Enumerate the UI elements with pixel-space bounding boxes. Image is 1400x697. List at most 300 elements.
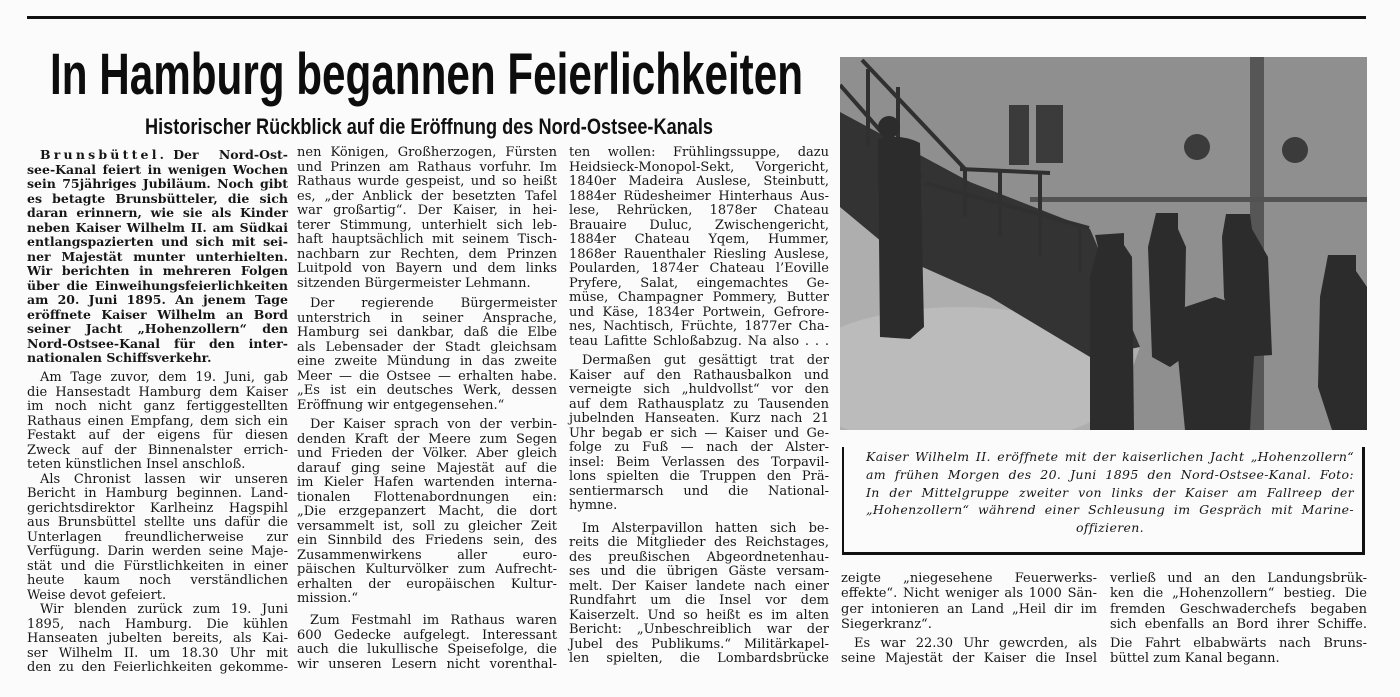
text-line [569,551,829,566]
text-line [297,355,557,370]
text-line [569,565,829,580]
line-text: sentiermarsch und die National- [569,483,829,499]
line-text: heute kaum noch verständlichen [27,573,288,588]
text-line-content [297,629,557,644]
line-text: zeigte „niegesehene Feuerwerks- [841,571,1097,586]
text-line-content [297,161,557,176]
line-text: Kaiser auf den Rathausbalkon und [569,367,829,383]
text-line-content [569,204,829,219]
line-text: 1884er Rüdesheimer Hinterhaus Aus- [569,188,829,204]
text-line-content [297,520,557,535]
text-line [569,638,829,653]
text-line [27,279,288,294]
figure [878,137,924,339]
text-line [841,617,1097,632]
article-column-2 [297,146,557,672]
text-line-content [27,264,288,279]
line-text: daran erinnern, wie sie als Kinder [27,205,288,220]
text-line-content [297,277,531,292]
text-line-content [569,398,829,413]
line-text: ten wollen: Frühlingssuppe, dazu [569,145,829,160]
line-text: ger intonieren an Land „Heil dir im [841,601,1097,617]
text-line-content [40,148,288,163]
line-text: Der Kaiser sprach von der verbin- [310,417,557,432]
text-line-content [569,412,829,427]
text-line [27,386,288,401]
text-line [297,563,557,578]
text-line-content [1110,571,1367,586]
line-text: Zum Festmahl im Rathaus waren [310,613,557,628]
line-text: mission.“ [297,591,358,606]
text-line [27,618,288,633]
text-line-content [27,322,288,337]
text-line [297,204,557,219]
text-line-content [569,623,829,638]
caption-line [866,484,1354,502]
caption-line [866,448,1354,466]
text-line-content [310,418,557,433]
text-line [569,536,829,551]
text-line [569,522,829,537]
text-line [297,341,557,356]
line-text: Die Fahrt elbabwärts nach Bruns- [1110,636,1367,652]
article-column-4 [841,571,1097,667]
text-line-content [297,549,557,564]
line-text: Kaiserzelt. Und so heißt es im alten [569,607,829,623]
text-line-content [27,386,288,401]
text-line [297,297,557,312]
text-line-content [27,618,288,633]
line-text: es betagte Brunsbütteler, die sich [27,190,288,206]
text-line [569,485,829,500]
text-line-content [569,248,829,263]
text-line [297,643,557,658]
line-text: Es war 22.30 Uhr gewcrden, als [854,636,1097,652]
text-line-content [569,638,829,653]
paragraph [841,636,1097,667]
text-line [297,534,557,549]
text-line-content [27,206,288,221]
caption-line-text: Kaiser Wilhelm II. eröffnete mit der kaiserlichen Jacht „Hohenzollern“ [866,449,1354,464]
line-text: unterstrich in seiner Ansprache, [297,310,557,326]
line-text: Weise devot gefeiert. [27,587,167,603]
line-text: sein 75jähriges Jubiläum. Noch gibt [27,176,288,191]
caption-line-text: offizieren. [1075,520,1144,536]
text-line-content [27,429,288,444]
text-line-content [27,661,288,676]
text-line [297,476,557,491]
text-line-content [27,235,288,250]
text-line-content [297,462,557,477]
line-text: len spielten, die Lombardsbrücke [569,651,829,666]
subheadline [145,116,713,138]
line-text: und Prinzen am Rathaus vorfuhr. Im [297,159,557,175]
text-line-content [297,248,557,263]
text-line-content [27,632,288,647]
text-line-content [297,175,557,190]
article-column-1 [27,148,288,676]
text-line-content [297,233,557,248]
text-line [569,219,829,234]
top-rule [27,16,1366,19]
text-line-content [27,351,211,366]
line-text: verneigte sich „huldvollst“ vor den [569,382,829,397]
text-line-content [297,341,557,356]
text-line [569,427,829,442]
text-line [297,146,557,161]
line-text: hymne. [569,498,618,513]
line-text: reits die Mitglieder des Reichstages, [569,535,829,550]
text-line-content [27,415,288,430]
text-line [297,384,557,399]
text-line-content [569,536,829,551]
line-text: Rundfahrt um die Insel vor dem [569,593,829,608]
text-line [27,473,288,488]
line-text: Brauaire Duluc, Zwischengericht, [569,217,829,233]
line-text: erhalten der europäischen Kultur- [297,576,557,592]
line-text: Wir berichten in mehreren Folgen [27,263,288,278]
paragraph [1110,571,1367,632]
text-line-content [1110,602,1367,617]
text-line [569,320,829,335]
photo-image [840,57,1367,430]
text-line [27,574,288,589]
line-text: Dermaßen gut gesättigt trat der [582,353,829,368]
text-line [569,306,829,321]
text-line-content [841,651,1097,666]
text-line [569,233,829,248]
line-text: Der Nord-Ost- [173,147,288,162]
text-line [569,623,829,638]
line-text: Meer — die Ostsee — erhalten habe. [297,368,557,384]
paragraph [569,522,829,667]
text-line-content [569,470,829,485]
text-line-content [569,219,829,234]
text-line-content [27,400,288,415]
text-line-content [841,571,1097,586]
line-text: „Die erzgepanzert Macht, die dort [297,504,557,519]
line-text: 1895, nach Hamburg. Die kühlen [27,616,288,632]
text-line-content [569,175,829,190]
line-text: als Lebensader der Stadt gleichsam [297,339,557,355]
line-text: Am Tage zuvor, dem 19. Juni, gab [40,370,288,385]
line-text: 1840er Madeira Auslese, Steinbutt, [569,174,829,189]
line-text: ner Majestät munter unterhielten. [27,248,288,264]
text-line [297,592,557,607]
text-line-content [297,534,557,549]
article-column-5 [1110,571,1367,667]
text-line [27,163,288,178]
line-text: „Es ist ein deutsches Werk, dessen [297,383,557,398]
photo-caption [842,447,1365,555]
line-text: über die Einweihungsfeierlichkeiten [27,277,288,293]
line-text: aus Brunsbüttel stellte uns dafür die [27,515,288,530]
line-text: müse, Champagner Pommery, Butter [569,290,829,305]
text-line-content [27,502,288,517]
line-text: Hanseaten jubelten bereits, als Kai- [27,631,288,646]
text-line [569,383,829,398]
line-text: Der regierende Bürgermeister [310,296,557,311]
text-line [569,277,829,292]
text-line [27,603,288,618]
text-line [27,647,288,662]
line-text: Nord-Ostsee-Kanal für den inter- [27,335,288,351]
line-text: folge zu Fuß — nach der Alster- [569,440,829,455]
text-line [297,491,557,506]
paragraph [297,614,557,672]
line-text: am 20. Juni 1895. An jenem Tage [27,292,288,307]
line-text: lons spielten die Truppen den Prä- [569,469,829,484]
text-line [27,415,288,430]
line-text: 1868er Rauenthaler Riesling Auslese, [569,246,829,262]
text-line [27,429,288,444]
text-line-content [569,306,829,321]
line-text: es, „der Anblick der besetzten Tafel [297,188,557,204]
line-text: Jubel des Publikums.“ Militärkapel- [569,636,829,652]
line-text: seiner Jacht „Hohenzollern“ den [27,321,288,336]
paragraph [27,473,288,604]
text-line [569,335,829,350]
text-line-content [27,250,288,265]
line-text: neben Kaiser Wilhelm II. am Südkai [27,219,288,235]
text-line [1110,617,1367,632]
text-line [27,589,288,604]
text-line-content [297,476,557,491]
text-line-content [1110,586,1367,601]
figure [1090,233,1134,430]
text-line [841,571,1097,586]
text-line [569,161,829,176]
dateline: Brunsbüttel. [40,147,168,162]
figure [1318,255,1367,430]
text-line-content [297,658,557,673]
paragraph [569,146,829,349]
text-line-content [297,433,557,448]
text-line-content [27,279,288,294]
text-line [569,190,829,205]
line-text: eine zweite Mündung in das zweite [297,354,557,369]
paragraph [27,603,288,676]
line-text: Heidsieck-Monopol-Sekt, Vorgericht, [569,159,829,175]
text-line-content [297,563,557,578]
caption-line [866,466,1354,484]
line-text: des preußischen Abgeordnetenhau- [569,549,829,565]
text-line-content [297,262,557,277]
text-line [27,337,288,352]
text-line-content [297,399,504,414]
text-line [1110,602,1367,617]
text-line-content [27,589,166,604]
line-text: auch die lukullische Speisefolge, die [297,642,557,657]
text-line-content [297,578,557,593]
text-line [297,370,557,385]
line-text: und Käse, 1834er Portwein, Gefrore- [569,304,829,320]
text-line-content [297,384,557,399]
text-line [297,326,557,341]
line-text: Uhr begab er sich — Kaiser und Ge- [569,425,829,441]
text-line [569,262,829,277]
text-line-content [297,355,557,370]
text-line [569,456,829,471]
line-text: büttel zum Kanal begann. [1110,651,1280,667]
text-line [569,248,829,263]
text-line [297,175,557,190]
text-line-content [297,491,557,506]
text-line-content [569,262,829,277]
text-line-content [582,354,829,369]
text-line [297,190,557,205]
text-line [27,632,288,647]
line-text: effekte“. Nicht weniger als 1000 Sän- [841,586,1097,602]
text-line [569,594,829,609]
text-line-content [569,291,829,306]
text-line [569,175,829,190]
text-line [297,219,557,234]
text-line [841,602,1097,617]
text-line [1110,586,1367,601]
text-line [297,161,557,176]
line-text: darauf ging seine Majestät auf die [297,460,557,476]
line-text: Eröffnung wir entgegensehen.“ [297,397,505,413]
text-line-content [297,592,358,607]
line-text: Zweck auf der Binnenalster errich- [27,442,288,458]
text-line-content [27,560,288,575]
text-line-content [569,277,829,292]
text-line [297,462,557,477]
text-line [27,487,288,502]
line-text: eröffnete Kaiser Wilhelm an Bord [27,306,288,322]
text-line [297,277,557,292]
text-line-content [40,473,288,488]
text-line [297,262,557,277]
text-line [27,293,288,308]
photo-kaiser-at-gangway [840,57,1367,430]
line-text: haft hauptsächlich mit seinem Tisch- [297,232,557,247]
text-line-content [297,190,557,205]
line-text: wir unseren Lesern nicht vorenthal- [297,656,557,672]
text-line-content [582,522,829,537]
text-line-content [569,565,829,580]
line-text: die Hansestadt Hamburg dem Kaiser [27,384,288,400]
paragraph [841,571,1097,632]
paragraph [569,354,829,514]
text-line [841,636,1097,651]
text-line-content [1110,617,1367,632]
line-text: Rathaus wurde gespeist, und so heißt [297,174,557,189]
line-text: und Frieden der Völker. Aber gleich [297,446,557,461]
lead-paragraph [27,148,288,366]
text-line-content [297,204,557,219]
door-left [1009,105,1029,165]
line-text: nen Königen, Großherzogen, Fürsten [297,145,557,160]
line-text: versammelt ist, soll zu gleicher Zeit [297,518,557,534]
text-line [569,441,829,456]
text-line-content [569,320,829,335]
text-line-content [27,293,288,308]
text-line [297,233,557,248]
line-text: päischen Kulturvölker zum Aufrecht- [297,562,557,577]
line-text: teau Lafitte Schloßabzug. Na also . . . [569,333,829,349]
text-line [569,398,829,413]
headline [50,42,803,107]
line-text: Bericht: „Unbeschreiblich war der [569,622,829,637]
text-line [569,652,829,667]
caption-line-text: am frühen Morgen des 20. Juni 1895 den Nord-Ostsee-Kanal. Foto: [866,466,1354,482]
line-text: denden Kraft der Meere zum Segen [297,431,557,447]
line-text: den zu den Feierlichkeiten gekomme- [27,660,288,675]
text-line [27,148,288,163]
line-text: Unterlagen freundlicherweise zur [27,529,288,545]
line-text: im noch nicht ganz fertiggestellten [27,399,288,414]
deck-line [1030,197,1367,202]
text-line [27,221,288,236]
text-line-content [854,636,1097,651]
line-text: Festakt auf der eigens für diesen [27,428,288,443]
line-text: sich ebenfalls an Bord ihrer Schiffe. [1110,616,1367,632]
paragraph [1110,636,1367,667]
line-text: stät und die Fürstlichkeiten in einer [27,558,288,574]
text-line-content [569,190,829,205]
figure-group [1178,297,1254,430]
text-line-content [569,652,829,667]
text-line-content [569,485,829,500]
text-line [297,549,557,564]
text-line-content [569,233,829,248]
text-line [841,586,1097,601]
line-text: Pryfere, Salat, eingemachtes Ge- [569,275,829,291]
text-line-content [297,219,557,234]
text-line [297,505,557,520]
line-text: teten künstlichen Insel anschloß. [27,457,246,472]
line-text: Rathaus einen Empfang, dem sich ein [27,413,288,429]
text-line-content [27,177,288,192]
text-line-content [27,516,288,531]
text-line-content [27,308,288,323]
text-line [569,369,829,384]
text-line [27,177,288,192]
subheadline-text: Historischer Rückblick auf die Eröffnung des Nord-Ostsee-Kanals [145,114,713,139]
line-text: Luitpold von Bayern und dem links [297,261,557,276]
paragraph [297,418,557,607]
text-line [27,206,288,221]
text-line-content [27,574,288,589]
text-line-content [27,163,288,178]
text-line [27,661,288,676]
text-line [297,447,557,462]
text-line [569,412,829,427]
text-line-content [297,447,557,462]
text-line [297,658,557,673]
text-line [27,264,288,279]
text-line-content [297,370,557,385]
paragraph [297,146,557,291]
text-line-content [569,499,617,514]
text-line-content [27,458,245,473]
text-line-content [27,531,288,546]
text-line-content [569,161,829,176]
line-text: ein Sinnbild des Friedens sein, des [297,533,557,548]
text-line [297,578,557,593]
text-line-content [27,444,288,459]
text-line-content [1110,636,1367,651]
text-line [569,580,829,595]
text-line [27,351,288,366]
porthole [1282,137,1308,163]
text-line [27,371,288,386]
text-line [297,433,557,448]
text-line-content [841,586,1097,601]
text-line [27,235,288,250]
